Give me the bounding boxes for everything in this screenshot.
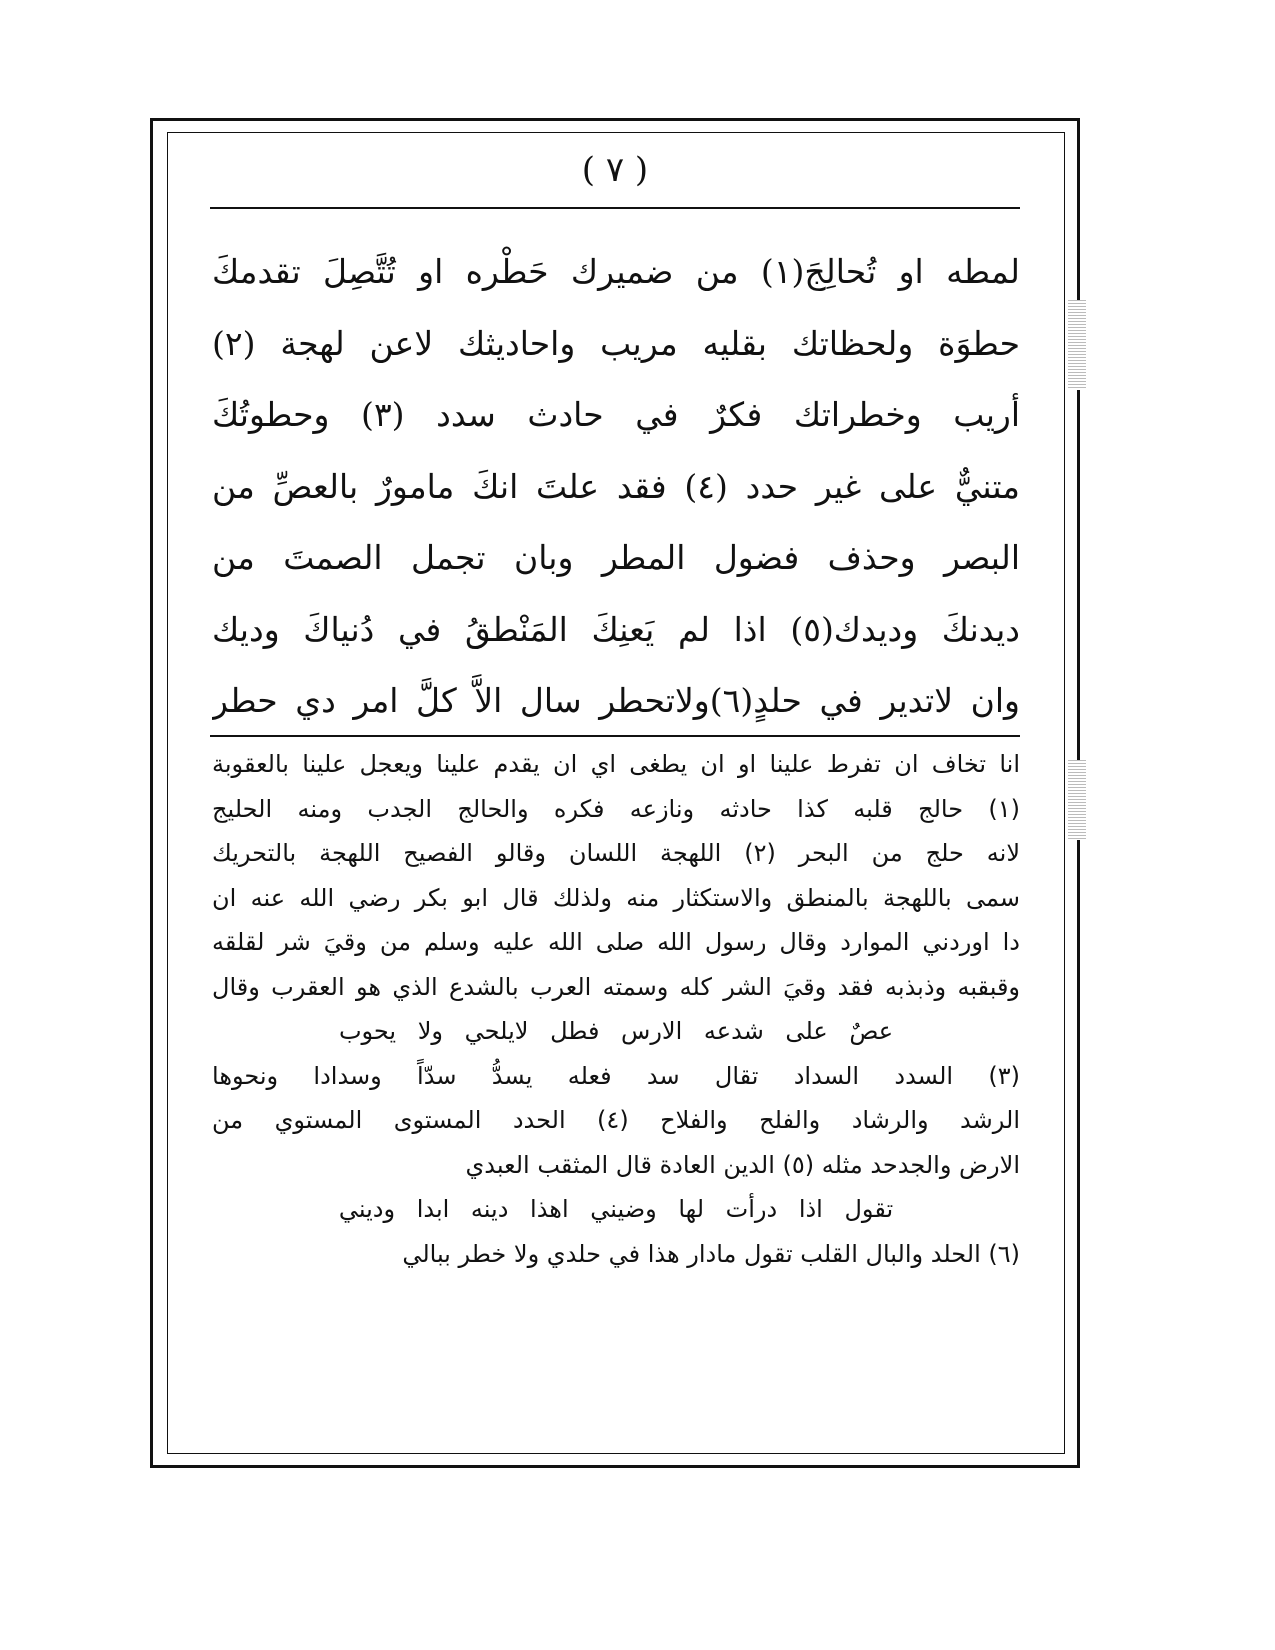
- footnote-separator: [210, 735, 1020, 737]
- footnote-line: سمى باللهجة بالمنطق والاستكثار منه ولذلك قال ابو بكر رضي الله عنه ان: [212, 883, 1020, 912]
- footnote-line: (١) حالج قلبه كذا حادثه ونازعه فكره والحالج الجدب ومنه الحليج: [212, 794, 1020, 823]
- footnote-verse: تقول اذا درأت لها وضيني اهذا دينه ابدا وديني: [338, 1195, 894, 1223]
- binding-mark: [1068, 300, 1086, 390]
- footnote-line: (٦) الحلد والبال القلب تقول مادار هذا في حلدي ولا خطر ببالي: [402, 1239, 1020, 1268]
- text-line: ديدنكَ وديدك(٥) اذا لم يَعنِكَ المَنْطقُ في دُنياكَ وديك: [212, 609, 1020, 649]
- footnote-line: لانه حلج من البحر (٢) اللهجة اللسان وقالو الفصيح اللهجة بالتحريك: [212, 839, 1020, 867]
- footnote-verse: عصٌ على شدعه الارس فطل لايلحي ولا يحوب: [338, 1017, 894, 1045]
- text-line: أريب وخطراتك فكرٌ في حادث سدد (٣) وحطوتُكَ: [212, 395, 1020, 434]
- footnote-line: دا اوردني الموارد وقال رسول الله صلى الله عليه وسلم من وقيَ شر لقلقه: [212, 928, 1020, 956]
- text-line: متنيٌّ على غير حدد (٤) فقد علتَ انكَ مامورٌ بالعصِّ من: [212, 466, 1020, 506]
- text-line: لمطه او تُحالِجَ(١) من ضميرك حَطْره او تُتَّصِلَ تقدمكَ: [212, 252, 1020, 291]
- header-rule: [210, 207, 1020, 209]
- main-text: [212, 236, 1020, 737]
- text-line: وان لاتدير في حلدٍ(٦)ولاتحطر سال الاَّ كلَّ امر دي حطر: [212, 681, 1020, 720]
- footnote-line: وقبقبه وذبذبه فقد وقيَ الشر كله وسمته العرب بالشدع الذي هو العقرب وقال: [212, 972, 1020, 1001]
- footnote-line: انا تخاف ان تفرط علينا او ان يطغى اي ان يقدم علينا ويعجل علينا بالعقوبة: [212, 750, 1020, 778]
- footnote-line: الارض والجدحد مثله (٥) الدين العادة قال المثقب العبدي: [465, 1150, 1020, 1179]
- footnote-line: الرشد والرشاد والفلح والفلاح (٤) الحدد المستوى المستوي من: [212, 1106, 1020, 1134]
- footnote-line: (٣) السدد السداد تقال سد فعله يسدُّ سدّاً وسدادا ونحوها: [212, 1061, 1020, 1090]
- binding-mark: [1068, 760, 1086, 840]
- text-line: حطوَة ولحظاتك بقليه مريب واحاديثك لاعن لهجة (٢): [212, 323, 1020, 363]
- page-number: ( ٧ ): [581, 150, 649, 190]
- text-line: البصر وحذف فضول المطر وبان تجمل الصمتَ من: [212, 538, 1020, 577]
- footnotes: [212, 742, 1020, 1276]
